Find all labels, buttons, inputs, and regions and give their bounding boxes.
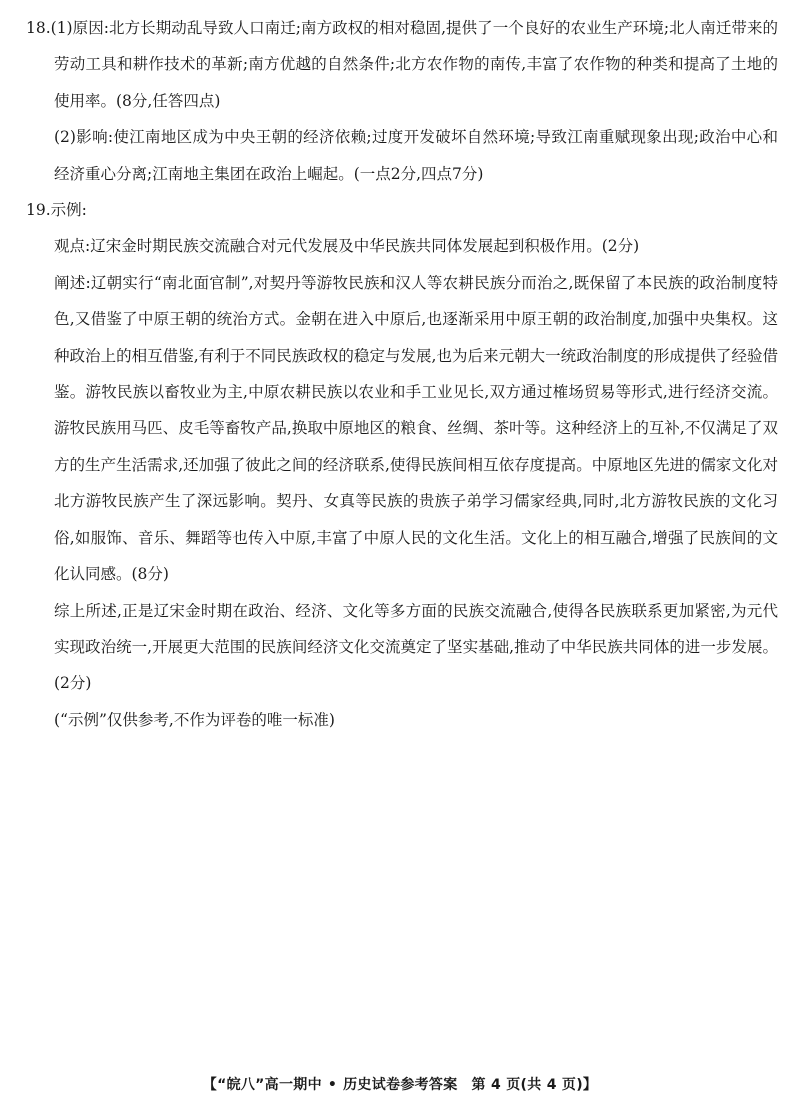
footer-separator: • — [327, 1077, 338, 1093]
q19-note: (“示例”仅供参考,不作为评卷的唯一标准) — [54, 710, 335, 729]
q18-part2: (2)影响:使江南地区成为中央王朝的经济依赖;过度开发破坏自然环境;导致江南重赋现象出现;政治中心和经济重心分离;江南地主集团在政治上崛起。(一点2分,四点7分) — [54, 128, 778, 183]
q19-conclusion: 综上所述,正是辽宋金时期在政治、经济、文化等多方面的民族交流融合,使得各民族联系更加紧密,为元代实现政治统一,开展更大范围的民族间经济文化交流奠定了坚实基础,推动了中华民族共同体的进一步发展。(2分) — [54, 601, 778, 693]
page-footer — [0, 1074, 800, 1094]
footer-exam-name: 【“皖八”高一期中 — [202, 1077, 322, 1093]
q18-part1: 18.(1)原因:北方长期动乱导致人口南迁;南方政权的相对稳固,提供了一个良好的农业生产环境;北人南迁带来的劳动工具和耕作技术的革新;南方优越的自然条件;北方农作物的南传,丰富了农作物的种类和提高了土地的使用率。(8分,任答四点) — [26, 19, 778, 110]
q19-elaboration: 阐述:辽朝实行“南北面官制”,对契丹等游牧民族和汉人等农耕民族分而治之,既保留了本民族的政治制度特色,又借鉴了中原王朝的统治方式。金朝在进入中原后,也逐渐采用中原王朝的政治制度,加强中央集权。这种政治上的相互借鉴,有利于不同民族政权的稳定与发展,也为后来元朝大一统政治制度的形成提供了经验借鉴。游牧民族以畜牧业为主,中原农耕民族以农业和手工业见长,双方通过榷场贸易等形式,进行经济交流。游牧民族用马匹、皮毛等畜牧产品,换取中原地区的粮食、丝绸、茶叶等。这种经济上的互补,不仅满足了双方的生产生活需求,还加强了彼此之间的经济联系,使得民族间相互依存度提高。中原地区先进的儒家文化对北方游牧民族产生了深远影响。契丹、女真等民族的贵族子弟学习儒家经典,同时,北方游牧民族的文化习俗,如服饰、音乐、舞蹈等也传入中原,丰富了中原人民的文化生活。文化上的相互融合,增强了民族间的文化认同感。(8分) — [54, 273, 778, 584]
q19-viewpoint: 观点:辽宋金时期民族交流融合对元代发展及中华民族共同体发展起到积极作用。(2分) — [54, 237, 640, 256]
q19-heading: 19.示例: — [26, 201, 87, 220]
answer-content — [26, 10, 778, 738]
footer-doc-title: 历史试卷参考答案 — [343, 1077, 458, 1093]
footer-page-number: 第 4 页(共 4 页)】 — [471, 1077, 598, 1093]
